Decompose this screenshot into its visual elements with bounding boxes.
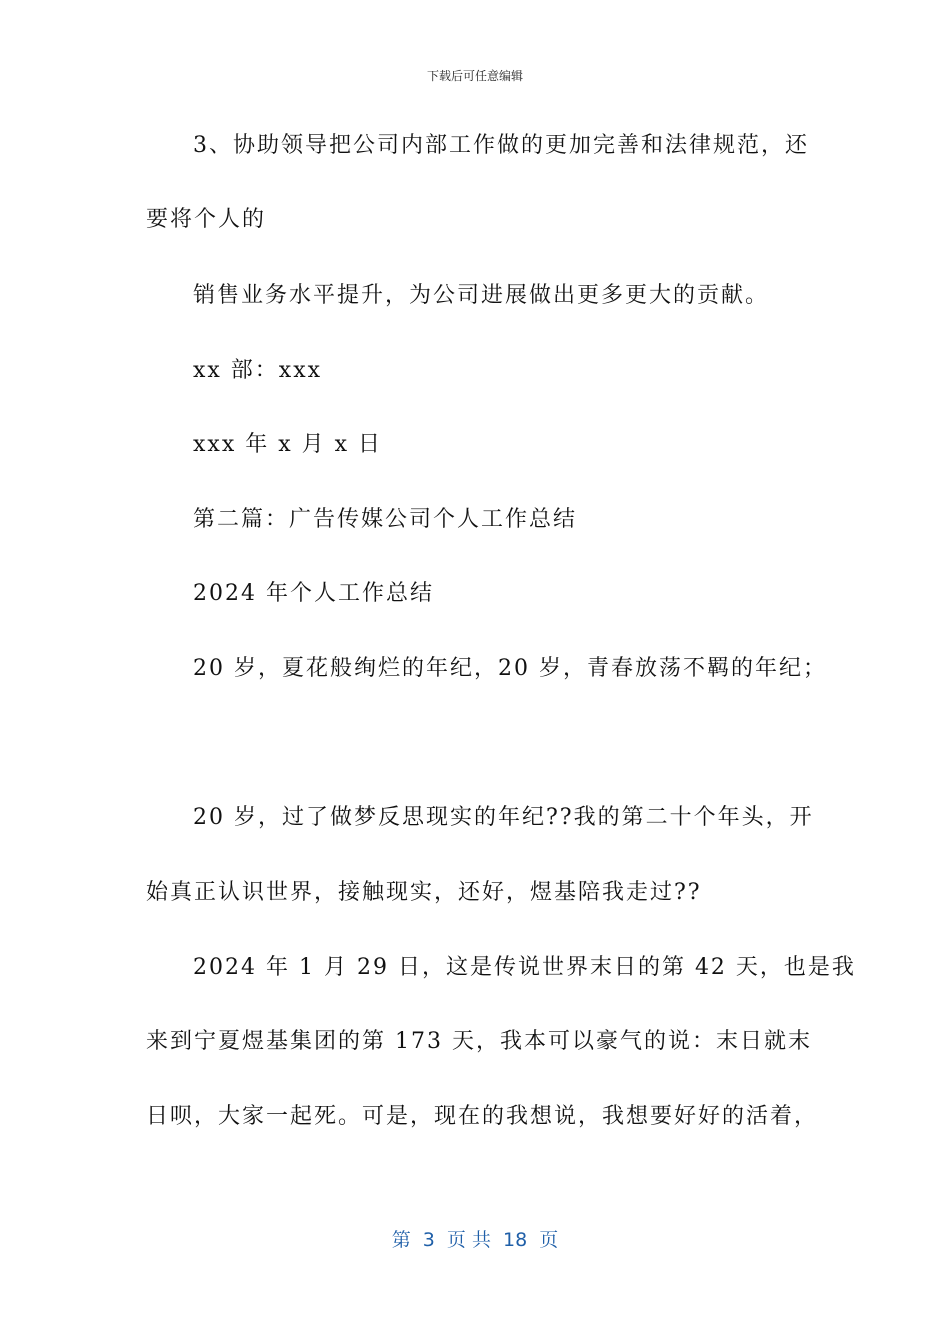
- paragraph-line: 3、协助领导把公司内部工作做的更加完善和法律规范，还: [193, 133, 809, 158]
- paragraph-line: 来到宁夏煜基集团的第 173 天，我本可以豪气的说：末日就末: [146, 1029, 812, 1054]
- signature-date: xxx 年 x 月 x 日: [193, 432, 383, 457]
- paragraph-line: 始真正认识世界，接触现实，还好，煜基陪我走过??: [146, 880, 702, 905]
- paragraph-line: 要将个人的: [146, 207, 267, 232]
- paragraph-line: 20 岁，过了做梦反思现实的年纪??我的第二十个年头，开: [193, 805, 814, 830]
- section-title: 第二篇：广告传媒公司个人工作总结: [193, 507, 578, 532]
- page-header: 下载后可任意编辑: [426, 69, 523, 83]
- paragraph-line: 销售业务水平提升，为公司进展做出更多更大的贡献。: [193, 283, 770, 308]
- paragraph-line: 20 岁，夏花般绚烂的年纪，20 岁，青春放荡不羁的年纪；: [193, 656, 827, 681]
- page-number: 第 3 页 共 18 页: [391, 1229, 559, 1251]
- paragraph-line: 2024 年 1 月 29 日，这是传说世界末日的第 42 天，也是我: [193, 955, 856, 980]
- paragraph-line: 日呗，大家一起死。可是，现在的我想说，我想要好好的活着，: [146, 1104, 819, 1129]
- document-title: 2024 年个人工作总结: [193, 581, 434, 606]
- department-signature: xx 部：xxx: [193, 358, 323, 383]
